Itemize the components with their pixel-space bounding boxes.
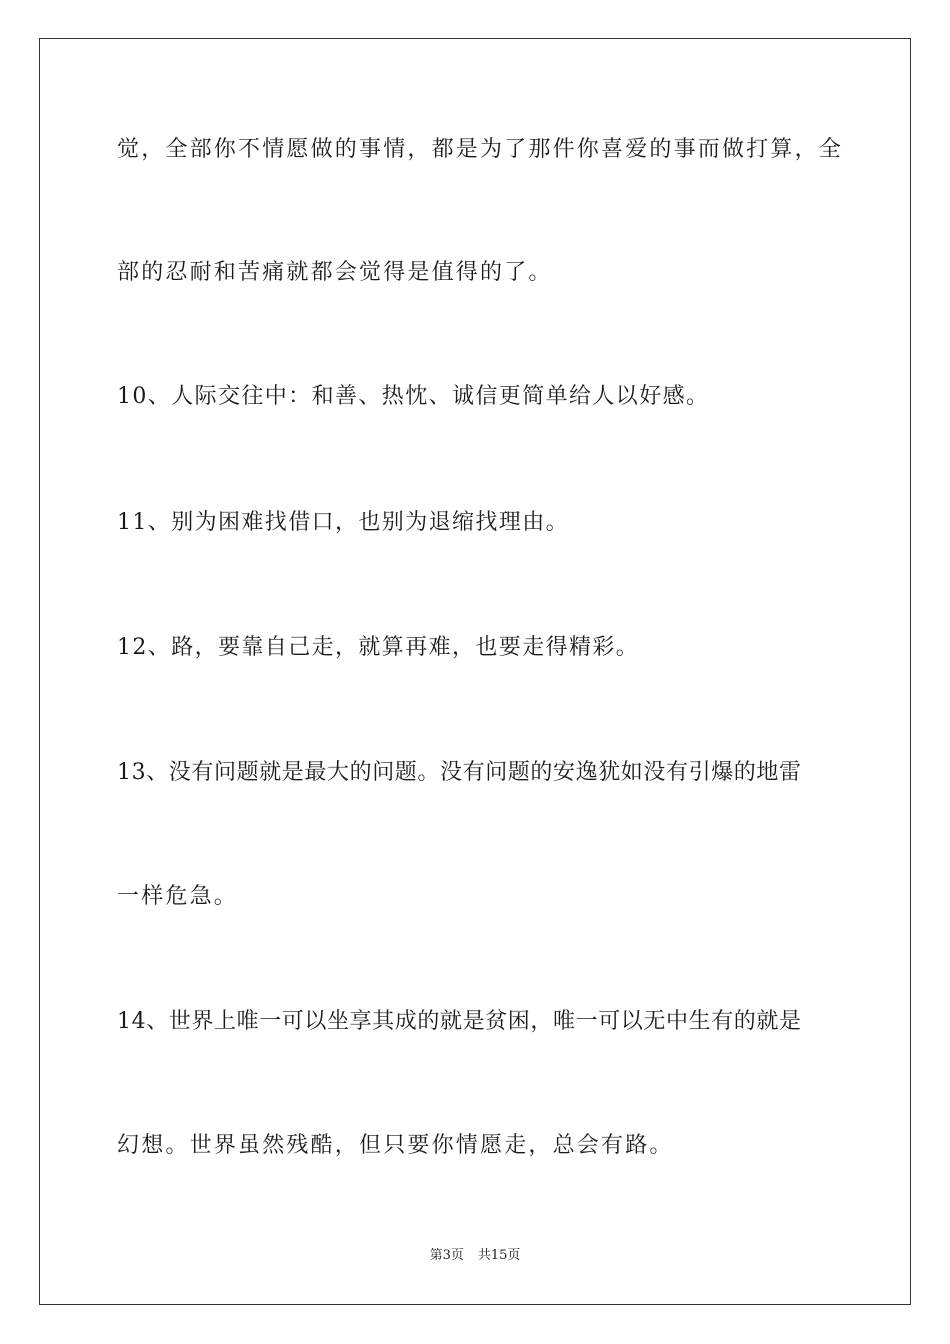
body-line: 12、路，要靠自己走，就算再难，也要走得精彩。 <box>117 635 640 660</box>
body-line: 10、人际交往中：和善、热忱、诚信更简单给人以好感。 <box>117 384 710 409</box>
body-line: 14、世界上唯一可以坐享其成的就是贫困，唯一可以无中生有的就是 <box>117 1009 802 1034</box>
body-line: 一样危急。 <box>117 884 239 909</box>
current-page-label: 第3页 <box>429 1248 464 1263</box>
body-line: 幻想。世界虽然残酷，但只要你情愿走，总会有路。 <box>117 1133 674 1158</box>
page-footer <box>0 1247 950 1265</box>
body-line: 部的忍耐和苦痛就都会觉得是值得的了。 <box>117 260 553 285</box>
total-pages-label: 共15页 <box>477 1248 521 1263</box>
body-line: 觉，全部你不情愿做的事情，都是为了那件你喜爱的事而做打算，全 <box>117 137 844 162</box>
page-frame <box>39 38 911 1305</box>
body-line: 11、别为困难找借口，也别为退缩找理由。 <box>117 510 569 535</box>
body-line: 13、没有问题就是最大的问题。没有问题的安逸犹如没有引爆的地雷 <box>117 760 802 785</box>
